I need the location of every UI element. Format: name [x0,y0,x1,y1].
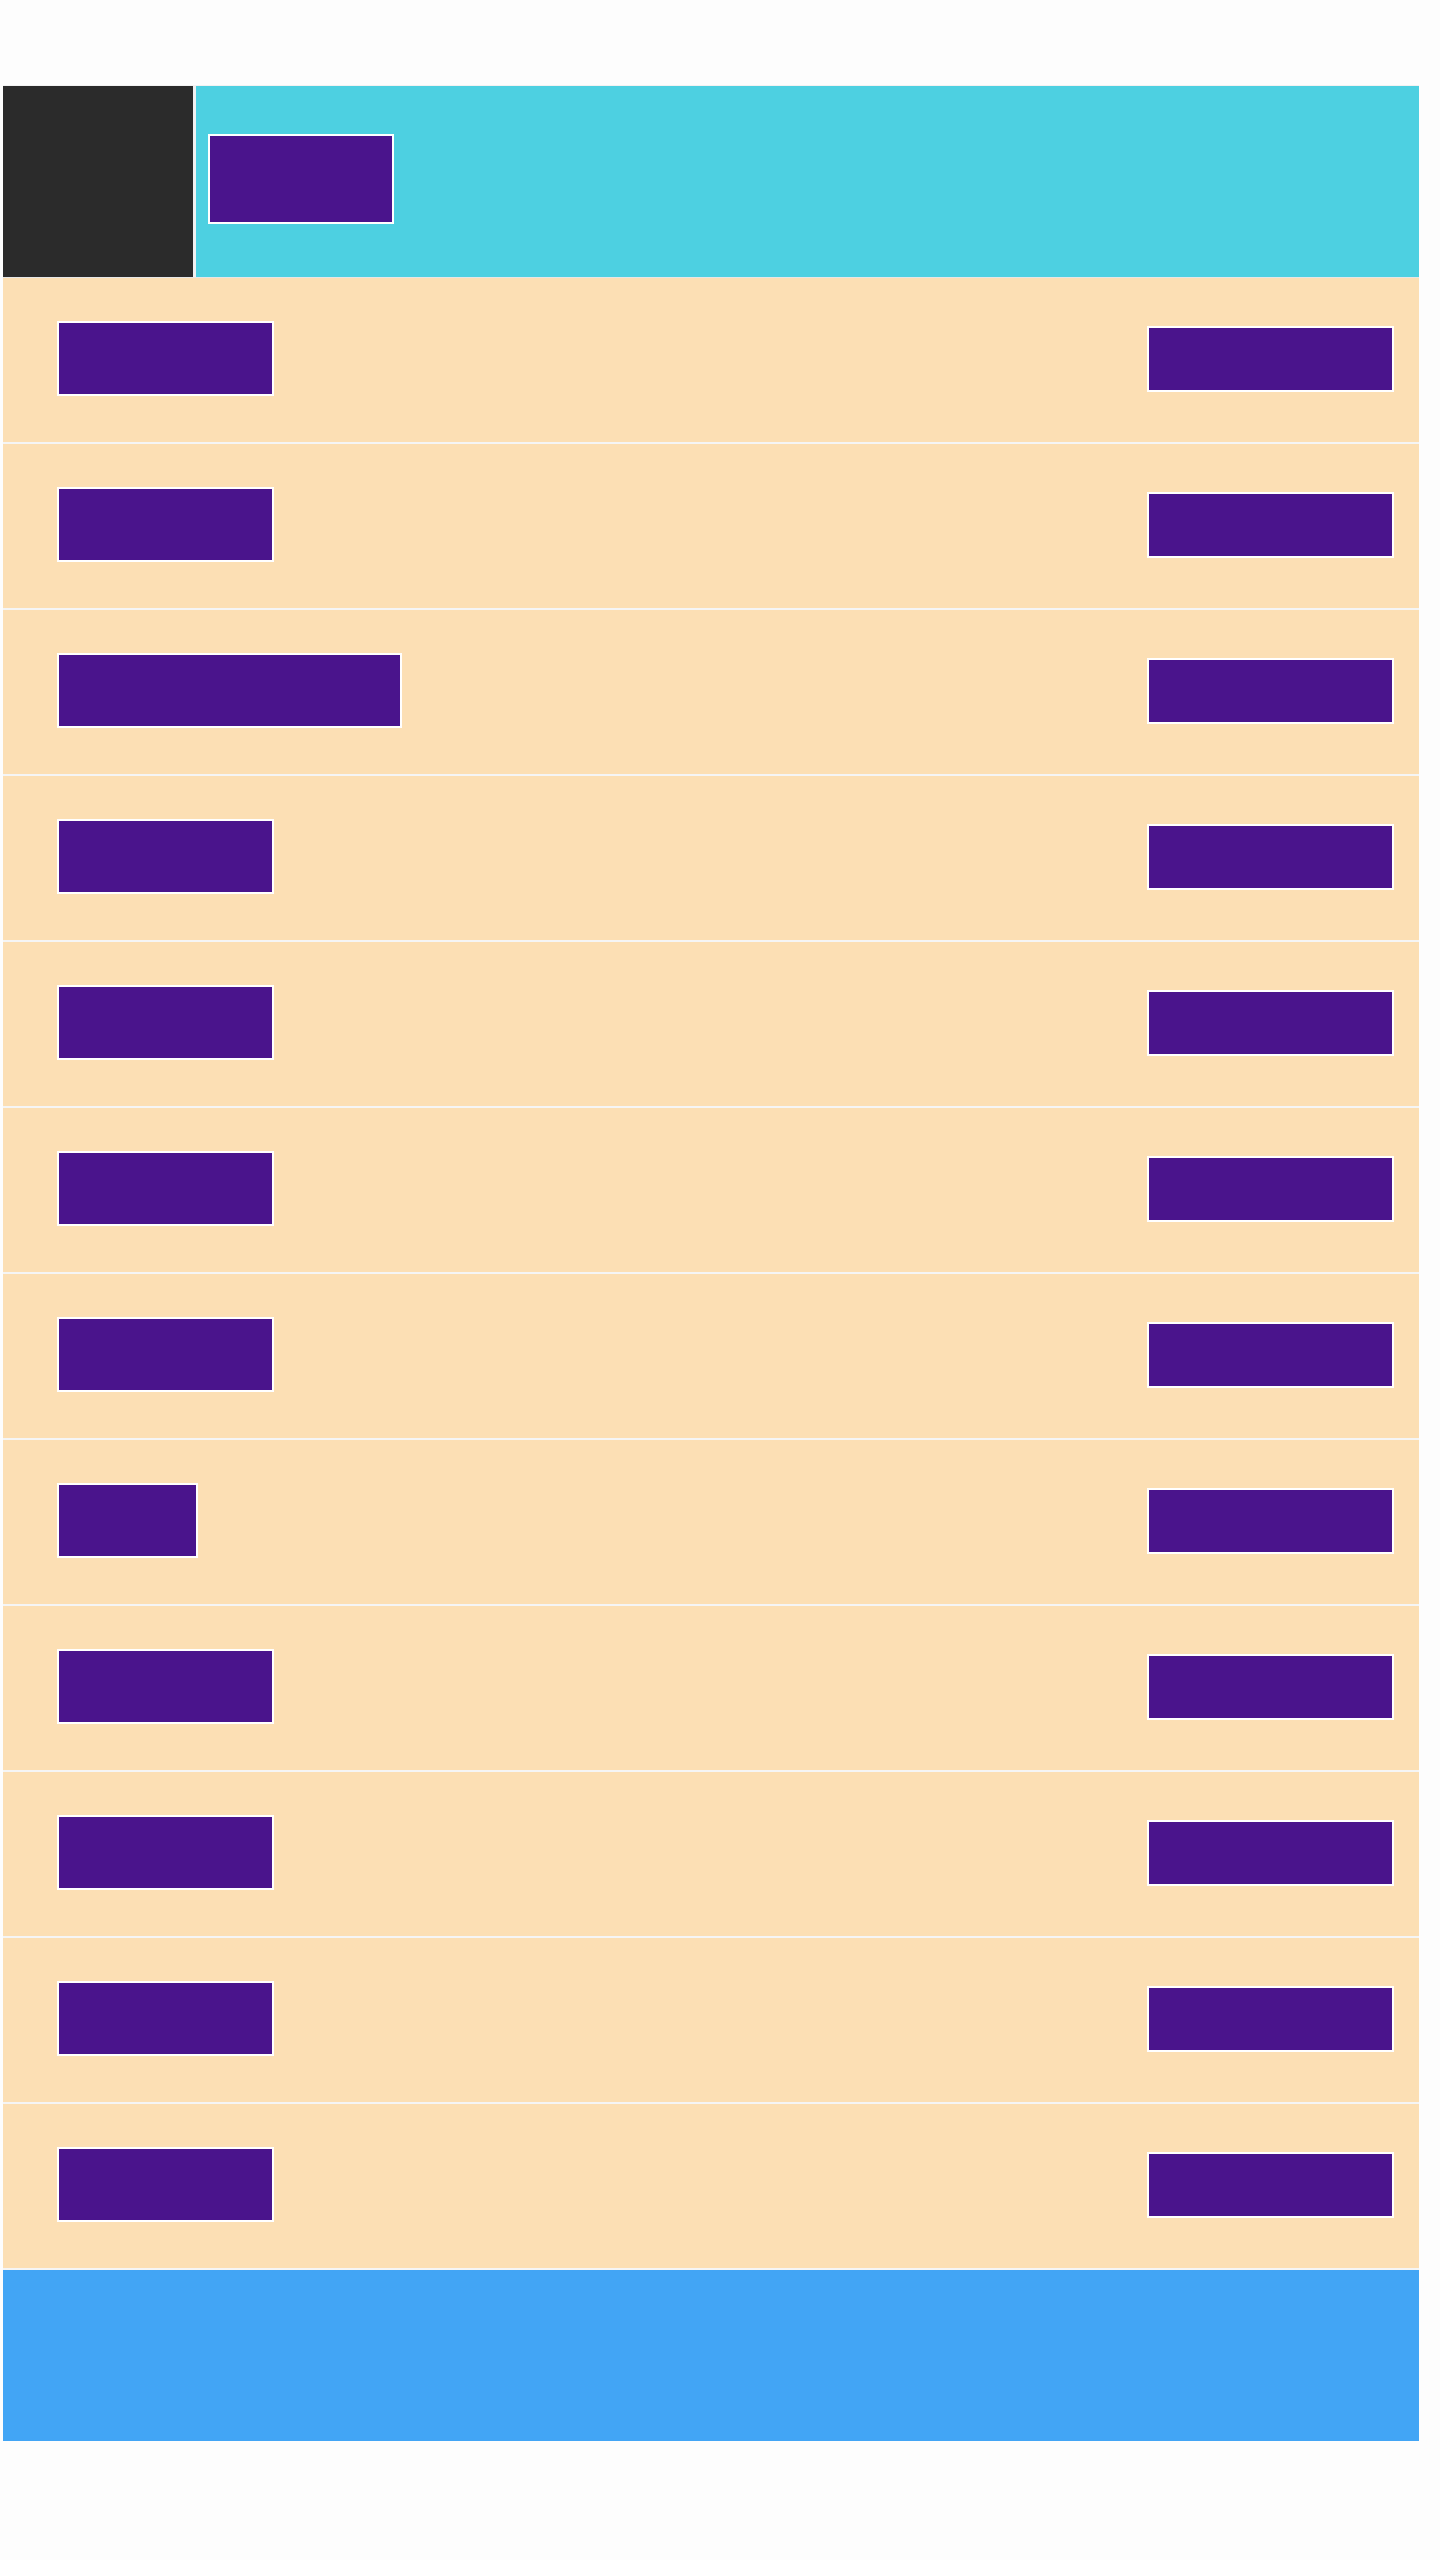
list-item[interactable] [3,1606,1419,1772]
list-item-action-button[interactable] [1147,492,1394,558]
list-item-label [57,2147,274,2222]
page-title [208,134,394,224]
list-item-action-button[interactable] [1147,1986,1394,2052]
list-item[interactable] [3,610,1419,776]
list-item-label [57,321,274,396]
list-item-label [57,487,274,562]
list-item-label [57,819,274,894]
list-item[interactable] [3,1772,1419,1938]
list-item[interactable] [3,1440,1419,1606]
list-item[interactable] [3,1938,1419,2104]
list-item[interactable] [3,2104,1419,2270]
list-item-action-button[interactable] [1147,1654,1394,1720]
list-item-action-button[interactable] [1147,2152,1394,2218]
header-title-bar [196,86,1419,277]
list-item-action-button[interactable] [1147,1488,1394,1554]
header-dark-panel [3,86,196,277]
list-item-action-button[interactable] [1147,1156,1394,1222]
list-item-action-button[interactable] [1147,1820,1394,1886]
list-item[interactable] [3,942,1419,1108]
list-item-label [57,1483,198,1558]
list-item-action-button[interactable] [1147,1322,1394,1388]
list-item[interactable] [3,444,1419,610]
list-item-action-button[interactable] [1147,990,1394,1056]
list-item[interactable] [3,776,1419,942]
app-header [3,85,1419,278]
list-item-action-button[interactable] [1147,824,1394,890]
list-item-label [57,653,402,728]
list-item-label [57,1151,274,1226]
list-item-label [57,1815,274,1890]
bottom-bar [3,2270,1419,2441]
app-window [3,85,1419,2441]
list-item-label [57,1317,274,1392]
item-list[interactable] [3,278,1419,2270]
list-item[interactable] [3,1274,1419,1440]
list-item-action-button[interactable] [1147,326,1394,392]
list-item-label [57,1981,274,2056]
list-item[interactable] [3,1108,1419,1274]
list-item-label [57,985,274,1060]
list-item[interactable] [3,278,1419,444]
list-item-action-button[interactable] [1147,658,1394,724]
list-item-label [57,1649,274,1724]
